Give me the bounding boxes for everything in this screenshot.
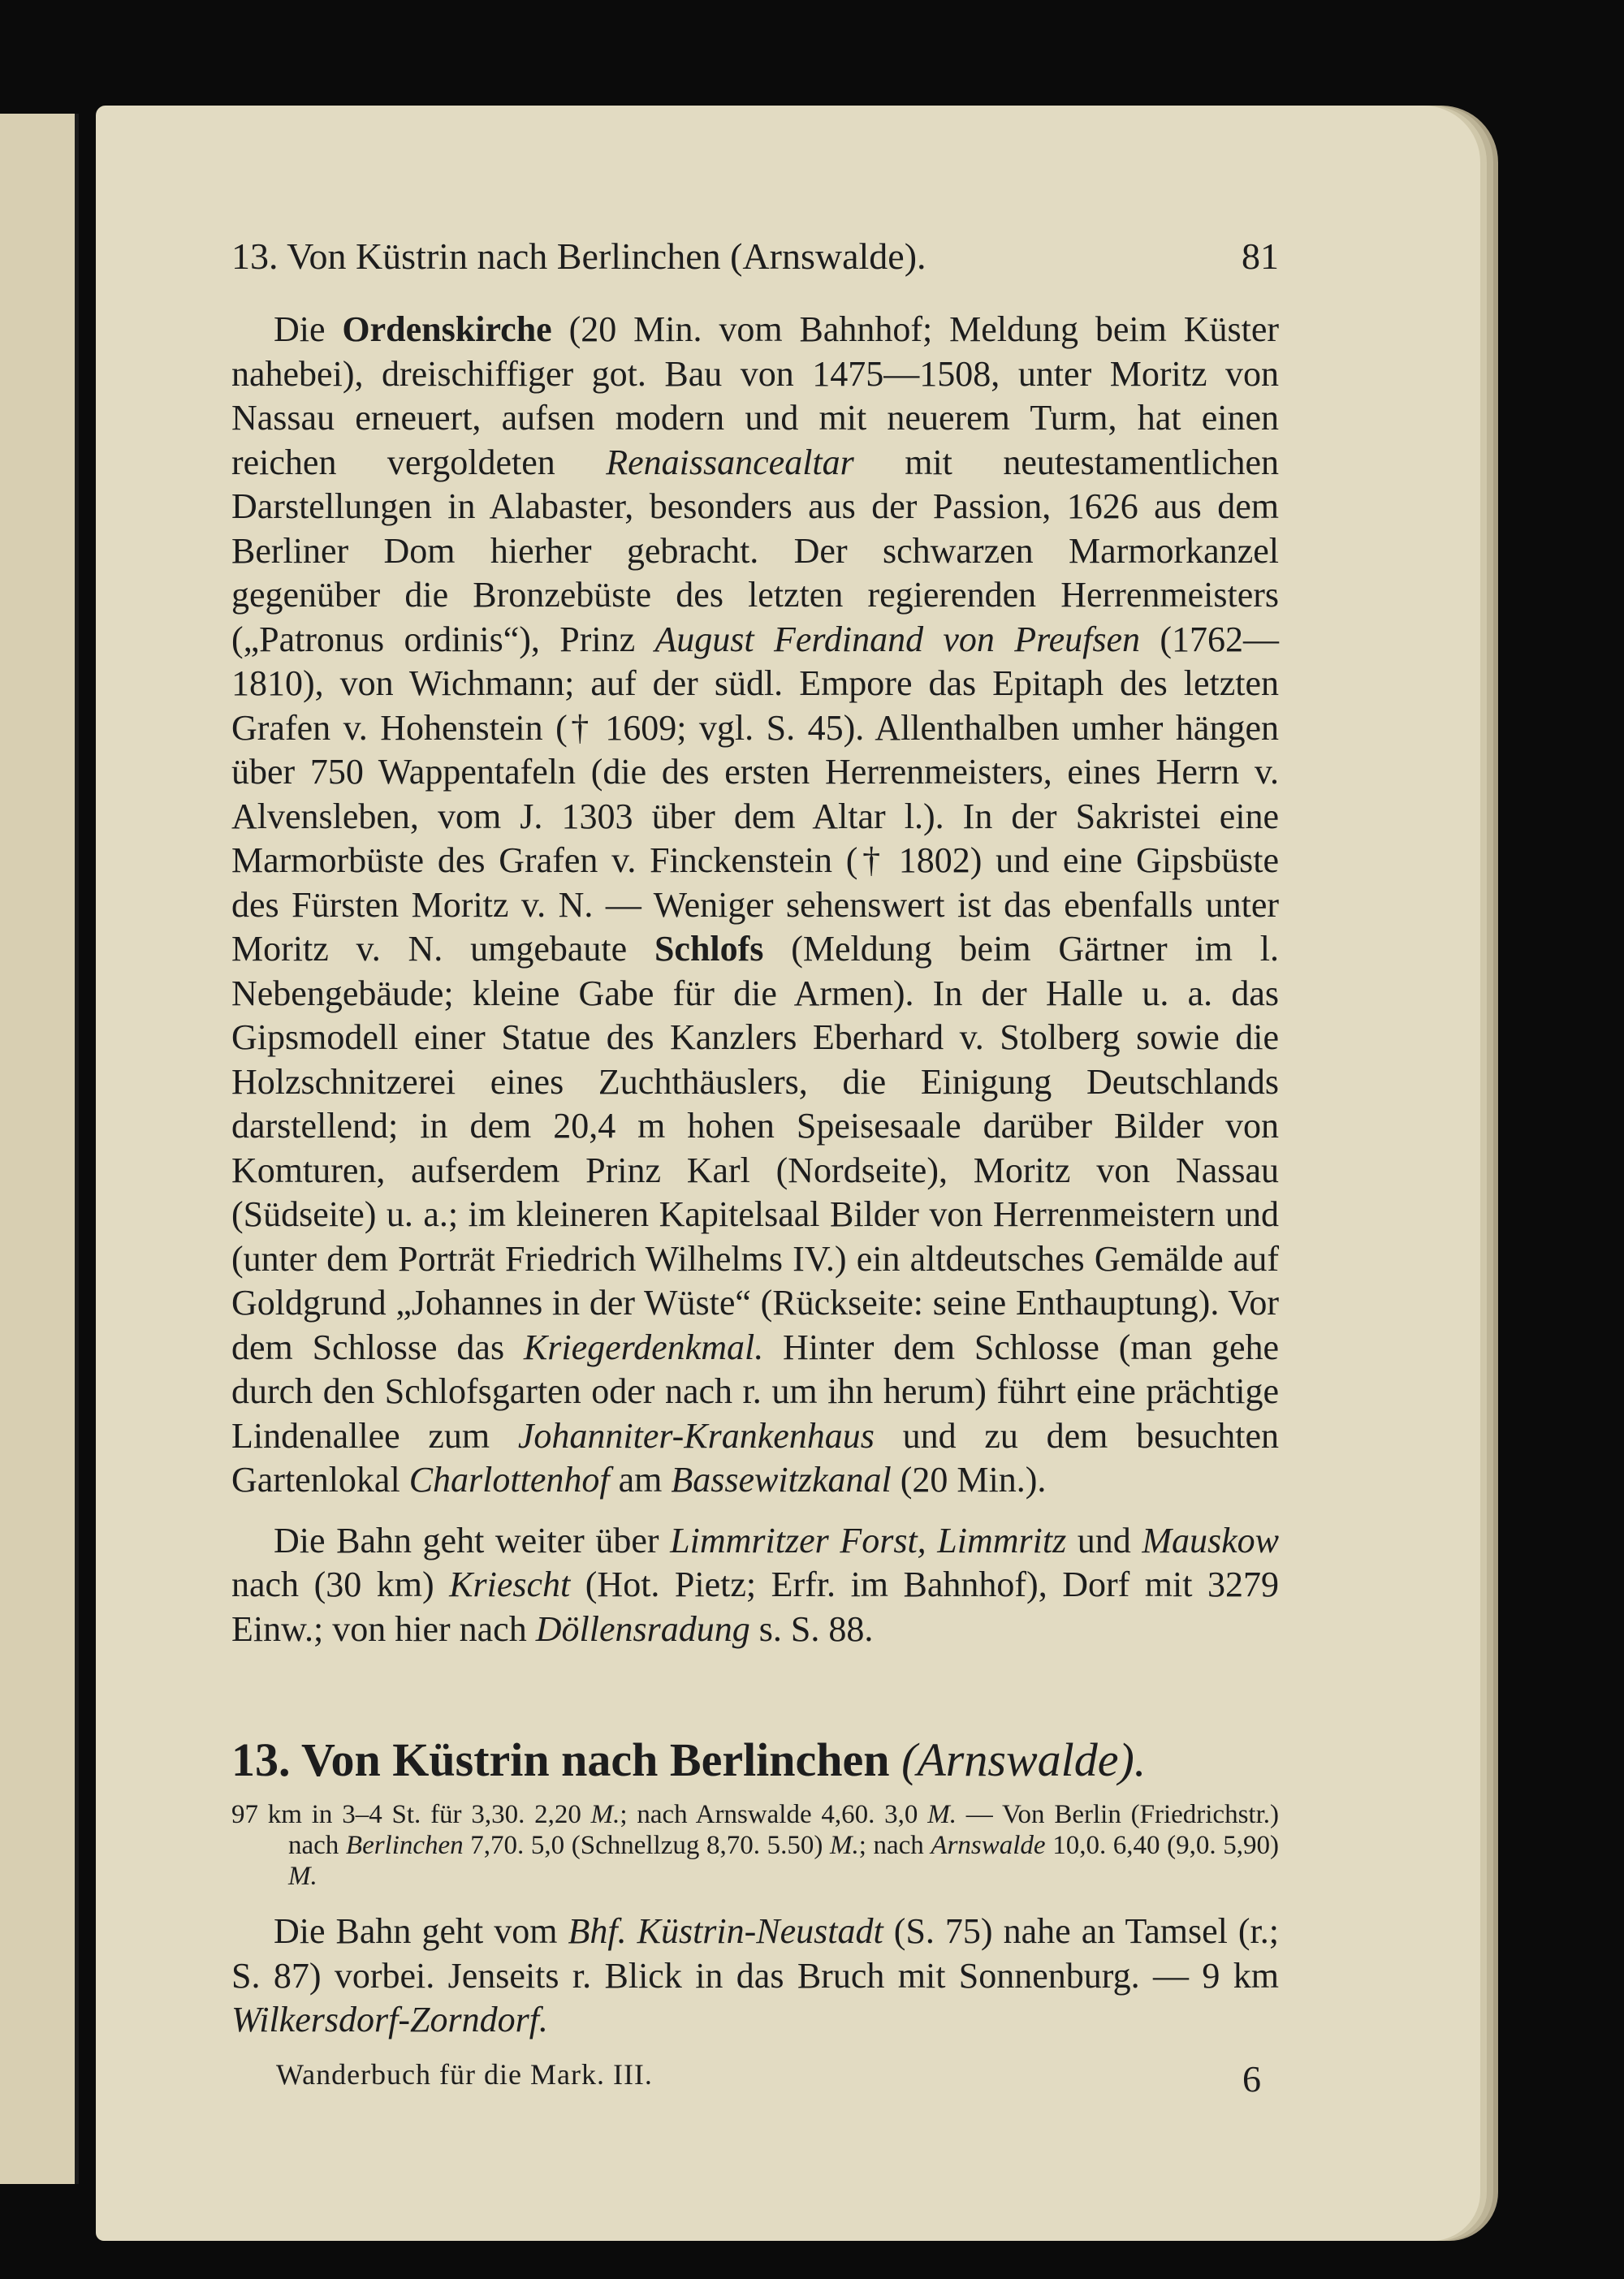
text-run: 97 km in 3–4 St. für 3,30. 2,20 [231, 1800, 591, 1829]
text-run: (Hot. Pietz; Erfr. im Bahnhof), Dorf mit 3279 Einw.; von hier nach [231, 1565, 1279, 1649]
italic-term: Berlinchen [345, 1831, 464, 1860]
italic-term: Kriegerdenkmal. [523, 1327, 764, 1367]
italic-term: M. [590, 1800, 620, 1829]
italic-term: M. [288, 1862, 317, 1891]
italic-term: M. [829, 1831, 859, 1860]
text-run: und [1066, 1520, 1142, 1560]
route-info [231, 1799, 1279, 1892]
text-run: (20 Min.). [891, 1460, 1047, 1500]
text-run: s. S. 88. [749, 1608, 874, 1649]
page-number: 81 [1242, 235, 1279, 277]
text-run: Die [274, 309, 343, 349]
section-heading-italic: (Arnswalde). [901, 1733, 1147, 1786]
footer-title: Wanderbuch für die Mark. III. [276, 2057, 653, 2091]
italic-term: Johanniter-Krankenhaus [517, 1415, 875, 1456]
text-run: mit neutestamentlichen Darstellungen in Alabaster, besonders aus der Passion, 1626 aus dem Berliner Dom hierher gebracht. Der schwarzen Marmorkanzel gegenüber die Bronzebüste des letzten regierenden Herrenmeisters („Patronus ordinis“), Prinz [231, 442, 1279, 659]
text-run: 7,70. 5,0 (Schnellzug 8,70. 5.50) [463, 1831, 830, 1860]
bold-term: Ordenskirche [342, 309, 552, 349]
italic-term: Bhf. Küstrin-Neustadt [568, 1911, 883, 1951]
italic-term: Limmritzer Forst, Limmritz [670, 1520, 1067, 1560]
text-run: 10,0. 6,40 (9,0. 5,90) [1045, 1831, 1279, 1860]
text-run: und zu dem besuchten Gartenlokal [231, 1415, 1280, 1500]
page-footer [231, 2057, 1279, 2100]
bold-term: Schlofs [654, 929, 764, 969]
page-text [231, 231, 1279, 2100]
italic-term: Charlottenhof [408, 1460, 610, 1500]
italic-term: Wilkersdorf-Zorndorf. [231, 2000, 548, 2039]
paragraph-ordenskirche [231, 308, 1279, 1503]
text-run: Die Bahn geht weiter über [274, 1520, 671, 1560]
text-run: — Von Berlin (Friedrichstr.) nach [288, 1800, 1279, 1860]
section-heading [231, 1729, 1279, 1791]
text-run: (20 Min. vom Bahnhof; Meldung beim Küster nahebei), dreischiffiger got. Bau von 1475—1508, unter Moritz von Nassau erneuert, aufsen modern und mit neuerem Turm, hat einen reichen vergoldeten [231, 309, 1279, 482]
running-head-title: 13. Von Küstrin nach Berlinchen (Arnswalde). [231, 235, 926, 277]
left-page-edge [0, 114, 79, 2184]
text-run: ; nach [858, 1831, 931, 1860]
paragraph-route-start [231, 1910, 1279, 2043]
italic-term: Renaissancealtar [606, 442, 854, 482]
italic-term: M. [927, 1800, 957, 1829]
running-head [231, 231, 1279, 282]
italic-term: Mauskow [1142, 1520, 1280, 1560]
italic-term: Arnswalde [931, 1831, 1046, 1860]
text-run: (Meldung beim Gärtner im l. Nebengebäude; kleine Gabe für die Armen). In der Halle u. a. das Gipsmodell einer Statue des Kanzlers Eberhard v. Stolberg sowie die Holzschnitzerei eines Zuchthäuslers, die Einigung Deutschlands darstellend; in dem 20,4 m hohen Speisesaale darüber Bilder von Komturen, aufserdem Prinz Karl (Nordseite), Moritz von Nassau (Südseite) u. a.; im kleineren Kapitelsaal Bilder von Herrenmeistern und (unter dem Porträt Friedrich Wilhelms IV.) ein altdeutsches Gemälde auf Goldgrund „Johannes in der Wüste“ (Rückseite: seine Enthauptung). Vor dem Schlosse das [231, 929, 1279, 1367]
text-run: (S. 75) nahe an Tamsel (r.; S. 87) vorbei. Jenseits r. Blick in das Bruch mit Sonnenburg. — 9 km [231, 1911, 1280, 1996]
italic-term: August Ferdinand von Preufsen [654, 619, 1141, 659]
signature-mark: 6 [1242, 2057, 1261, 2100]
text-run: Hinter dem Schlosse (man gehe durch den Schlofsgarten oder nach r. um ihn herum) führt eine prächtige Lindenallee zum [231, 1327, 1280, 1456]
paragraph-bahn-weiter [231, 1519, 1279, 1652]
italic-term: Bassewitzkanal [671, 1460, 892, 1500]
text-run: am [609, 1460, 672, 1500]
section-heading-main: 13. Von Küstrin nach Berlinchen [231, 1733, 902, 1786]
italic-term: Kriescht [449, 1565, 571, 1604]
text-run: Die Bahn geht vom [274, 1911, 568, 1951]
text-run: (1762—1810), von Wichmann; auf der südl. Empore das Epitaph des letzten Grafen v. Hohenstein († 1609; vgl. S. 45). Allenthalben umher hängen über 750 Wappentafeln (die des ersten Herrenmeisters, eines Herrn v. Alvensleben, vom J. 1303 über dem Altar l.). In der Sakristei eine Marmorbüste des Grafen v. Finckenstein († 1802) und eine Gipsbüste des Fürsten Moritz v. N. — Weniger sehenswert ist das ebenfalls unter Moritz v. N. umgebaute [231, 619, 1280, 969]
text-run: nach (30 km) [231, 1565, 450, 1604]
text-run: ; nach Arnswalde 4,60. 3,0 [620, 1800, 928, 1829]
italic-term: Döllensradung [535, 1608, 750, 1649]
